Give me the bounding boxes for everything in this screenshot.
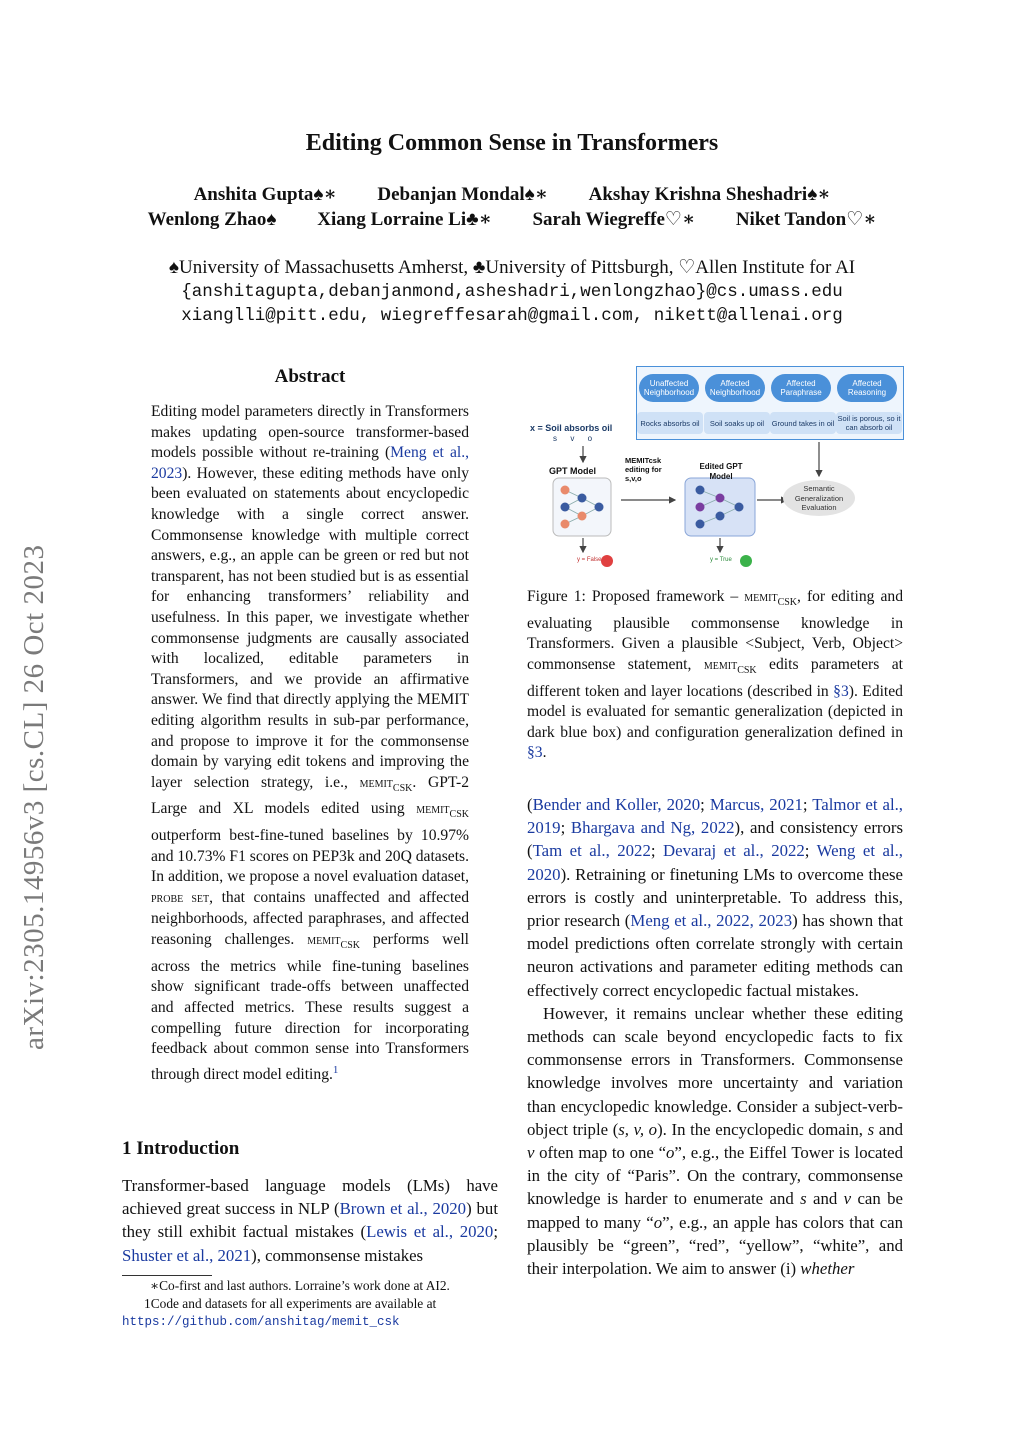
authors-row-2	[0, 208, 1024, 231]
citation-link[interactable]: Brown et al., 2020	[339, 1199, 467, 1219]
footnotes	[122, 1277, 498, 1332]
figure-caption: Figure 1: Proposed framework – memit$_{CSK}$, for editing and evaluating plausible commonsense knowledge in Transformers. Given a plausible <Subject, Verb, Object> commonsense statement, memit$_{CSK}$ edits parameters at different token and layer locations (described in §3). Edited model is evaluated for semantic generalization (depicted in dark blue box) and configuration generalization defined in §3.	[527, 588, 903, 762]
box-example: Soil is porous, so it can absorb oil	[837, 414, 901, 432]
box-label: Affected Neighborhood	[705, 374, 765, 402]
authors-row-1	[0, 183, 1024, 206]
author: Anshita Gupta♠∗	[193, 184, 337, 205]
footnote-url-link[interactable]: https://github.com/anshitag/memit_csk	[122, 1315, 400, 1329]
input-sentence: x = Soil absorbs oil	[530, 423, 613, 433]
figure-1	[525, 366, 905, 572]
intro-left-column: Transformer-based language models (LMs) have achieved great success in NLP (Brown et al., 2020) but they still exhibit factual mistakes (Lewis et al., 2020; Shuster et al., 2021), commonsense mistakes	[122, 1176, 498, 1265]
citation-link[interactable]: Marcus, 2021	[709, 795, 803, 814]
emails-line-1: {anshitagupta,debanjanmond,asheshadri,wenlongzhao}@cs.umass.edu	[181, 282, 843, 302]
citation-link[interactable]: Meng et al., 2022, 2023	[630, 911, 793, 931]
footnote-rule	[122, 1275, 212, 1276]
edited-model-label: Edited GPT Model	[699, 462, 743, 481]
footnote: ∗Co-first and last authors. Lorraine’s work done at AI2.	[150, 1278, 450, 1293]
section-heading: 1 Introduction	[122, 1138, 240, 1159]
citation-link[interactable]: Lewis et al., 2020	[366, 1222, 494, 1242]
author: Sarah Wiegreffe♡∗	[532, 209, 696, 230]
box-example: Rocks absorbs oil	[637, 412, 703, 434]
section-link[interactable]: §3	[527, 744, 543, 762]
author: Akshay Krishna Sheshadri♠∗	[588, 184, 831, 205]
citation-link[interactable]: Bhargava and Ng, 2022	[570, 818, 735, 838]
citation-link[interactable]: Bender and Koller, 2020	[532, 795, 701, 814]
abstract-body: Editing model parameters directly in Transformers makes updating open-source transformer-based models possible without re-training (Meng et al., 2023). However, these editing methods have only been evaluated on statements about encyclopedic knowledge with a single correct answer. Commonsense knowledge with multiple correct answers, e.g., an apple can be green or red but not transparent, has not been studied but is as essential for enhancing transformers’ reliability and usefulness. In this paper, we investigate whether commonsense judgments are causally associated with localized, editable parameters in Transformers, and we provide an affirmative answer. We find that directly applying the MEMIT editing algorithm results in sub-par performance, and propose to improve it for the commonsense domain by varying edit tokens and improving the layer selection strategy, i.e., memit$_{CSK}$. GPT-2 Large and XL models edited using memit$_{CSK}$ outperform best-fine-tuned baselines by 10.97% and 10.73% F1 scores on PEP3k and 20Q datasets. In addition, we propose a novel evaluation dataset, probe set, that contains unaffected and affected neighborhoods, affected paraphrases, and affected reasoning challenges. memit$_{CSK}$ performs well across the metrics while fine-tuning baselines show significant trade-offs between unaffected and affected metrics. These results suggest a compelling future direction for incorporating feedback about common sense into Transformers through direct model editing.$^1$	[151, 403, 470, 1083]
citation-link[interactable]: Shuster et al., 2021	[122, 1245, 252, 1265]
arxiv-side-label: arXiv:2305.14956v3 [cs.CL] 26 Oct 2023	[18, 544, 50, 1050]
box-label: Affected Paraphrase	[771, 374, 831, 402]
edit-label: MEMITcsk editing for s,v,o	[625, 456, 662, 483]
citation-link[interactable]: Weng et al., 2020	[527, 841, 903, 884]
box-label: Unaffected Neighborhood	[639, 374, 699, 402]
y-true-label: y = True	[710, 557, 732, 563]
thumbs-down-icon	[601, 555, 613, 567]
box-label: Affected Reasoning	[837, 374, 897, 402]
citation-link[interactable]: Devaraj et al., 2022	[663, 841, 805, 861]
author: Niket Tandon♡∗	[735, 209, 877, 230]
author: Xiang Lorraine Li♣∗	[317, 209, 492, 230]
gpt-model-label: GPT Model	[549, 466, 596, 476]
emails-line-2: xianglli@pitt.edu, wiegreffesarah@gmail.com, nikett@allenai.org	[181, 306, 843, 326]
author: Debanjan Mondal♠∗	[377, 184, 548, 205]
intro-right-column: (Bender and Koller, 2020; Marcus, 2021; Talmor et al., 2019; Bhargava and Ng, 2022), and consistency errors (Tam et al., 2022; Devaraj et al., 2022; Weng et al., 2020). Retraining or finetuning LMs to overcome these errors is costly and uninterpretable. To address this, prior research (Meng et al., 2022, 2023) has shown that model predictions often correlate strongly with certain neuron activations and parameter editing methods can effectively correct encyclopedic factual mistakes. However, it remains unclear whether these editing methods can scale beyond encyclopedic facts to fix commonsense errors in Transformers. Commonsense knowledge involves more uncertainty and variation than encyclopedic knowledge. Consider a subject-verb-object triple (s, v, o). In the encyclopedic domain, s and v often map to one “o”, e.g., the Eiffel Tower is located in the city of “Paris”. On the contrary, commonsense knowledge is harder to enumerate and s and v can be mapped to many “o”, e.g., an apple has colors that can plausibly be “green”, “red”, “yellow”, “white”, and their interpolation. We aim to answer (i) whether	[527, 795, 904, 1279]
affiliations: ♠University of Massachusetts Amherst, ♣University of Pittsburgh, ♡Allen Institute for AI	[168, 257, 856, 278]
citation-link[interactable]: Tam et al., 2022	[532, 841, 651, 861]
author: Wenlong Zhao♠	[147, 209, 277, 230]
citation-link[interactable]: Talmor et al., 2019	[527, 795, 904, 838]
citation-link[interactable]: Meng et al., 2023	[151, 444, 470, 482]
svo-labels: s v o	[553, 434, 593, 443]
thumbs-up-icon	[740, 555, 752, 567]
y-false-label: y = False	[577, 557, 602, 563]
paper-title: Editing Common Sense in Transformers	[305, 130, 719, 156]
box-example: Ground takes in oil	[770, 412, 836, 434]
evaluation-label: Semantic Generalization Evaluation	[794, 484, 844, 512]
section-link[interactable]: §3	[833, 682, 849, 700]
box-example: Soil soaks up oil	[704, 412, 770, 434]
abstract-heading: Abstract	[274, 366, 346, 387]
footnote: 1Code and datasets for all experiments are available at	[144, 1295, 437, 1311]
